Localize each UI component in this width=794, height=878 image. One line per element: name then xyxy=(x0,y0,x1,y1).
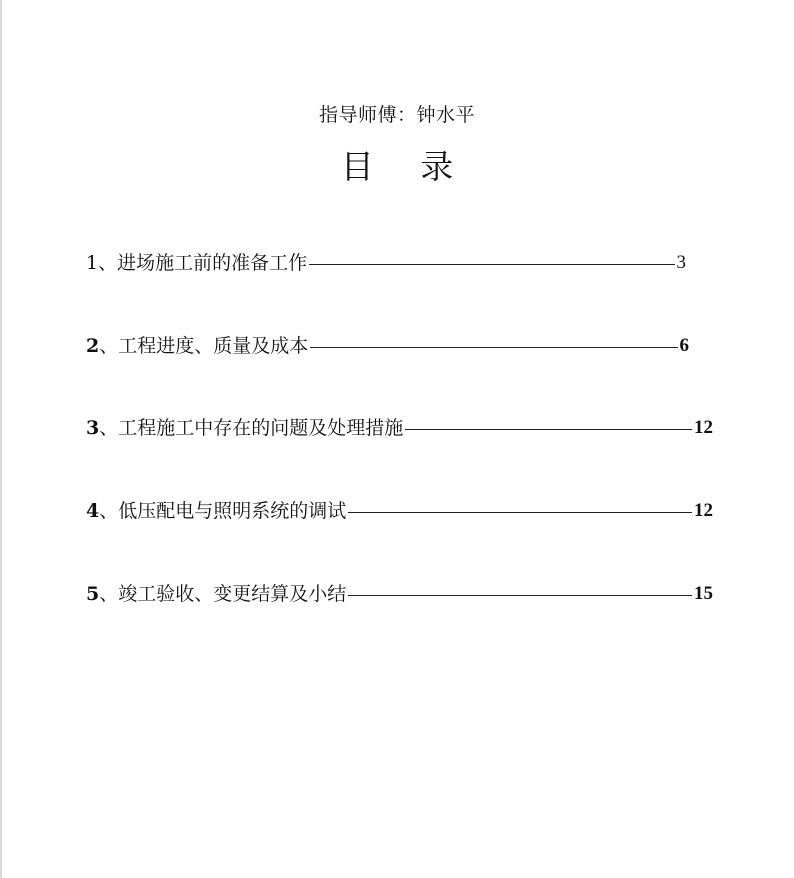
toc-entry-3 xyxy=(86,413,713,443)
toc-leader-line xyxy=(310,347,677,348)
toc-entry-page: 12 xyxy=(694,417,713,438)
toc-entry-text: 、竣工验收、变更结算及小结 xyxy=(99,583,347,605)
page-edge xyxy=(0,0,2,878)
toc-leader-line xyxy=(348,512,692,513)
toc-leader-line xyxy=(348,595,692,596)
toc-entry-number: 3 xyxy=(86,417,100,439)
toc-leader-line xyxy=(405,429,692,430)
toc-entry-page: 6 xyxy=(679,335,689,356)
toc-leader-line xyxy=(309,264,674,265)
toc-entry-text: 、进场施工前的准备工作 xyxy=(98,252,308,274)
toc-entry-page: 3 xyxy=(676,252,686,273)
toc-title: 目 录 xyxy=(340,147,472,186)
toc-entry-number: 1 xyxy=(86,252,99,274)
supervisor-line: 指导师傅：钟水平 xyxy=(318,104,475,126)
toc-entry-text: 、低压配电与照明系统的调试 xyxy=(99,500,347,522)
toc-entry-2 xyxy=(86,331,689,361)
toc-entry-text: 、工程进度、质量及成本 xyxy=(99,335,309,357)
toc-entry-number: 5 xyxy=(86,583,100,605)
toc-entry-page: 15 xyxy=(694,583,713,604)
toc-entry-text: 、工程施工中存在的问题及处理措施 xyxy=(99,417,404,439)
toc-entry-4 xyxy=(86,496,713,526)
toc-entry-number: 4 xyxy=(86,500,100,522)
toc-entry-page: 12 xyxy=(694,500,713,521)
toc-entry-1 xyxy=(86,248,686,278)
toc-entry-5 xyxy=(86,579,713,609)
toc-entry-number: 2 xyxy=(86,335,100,357)
